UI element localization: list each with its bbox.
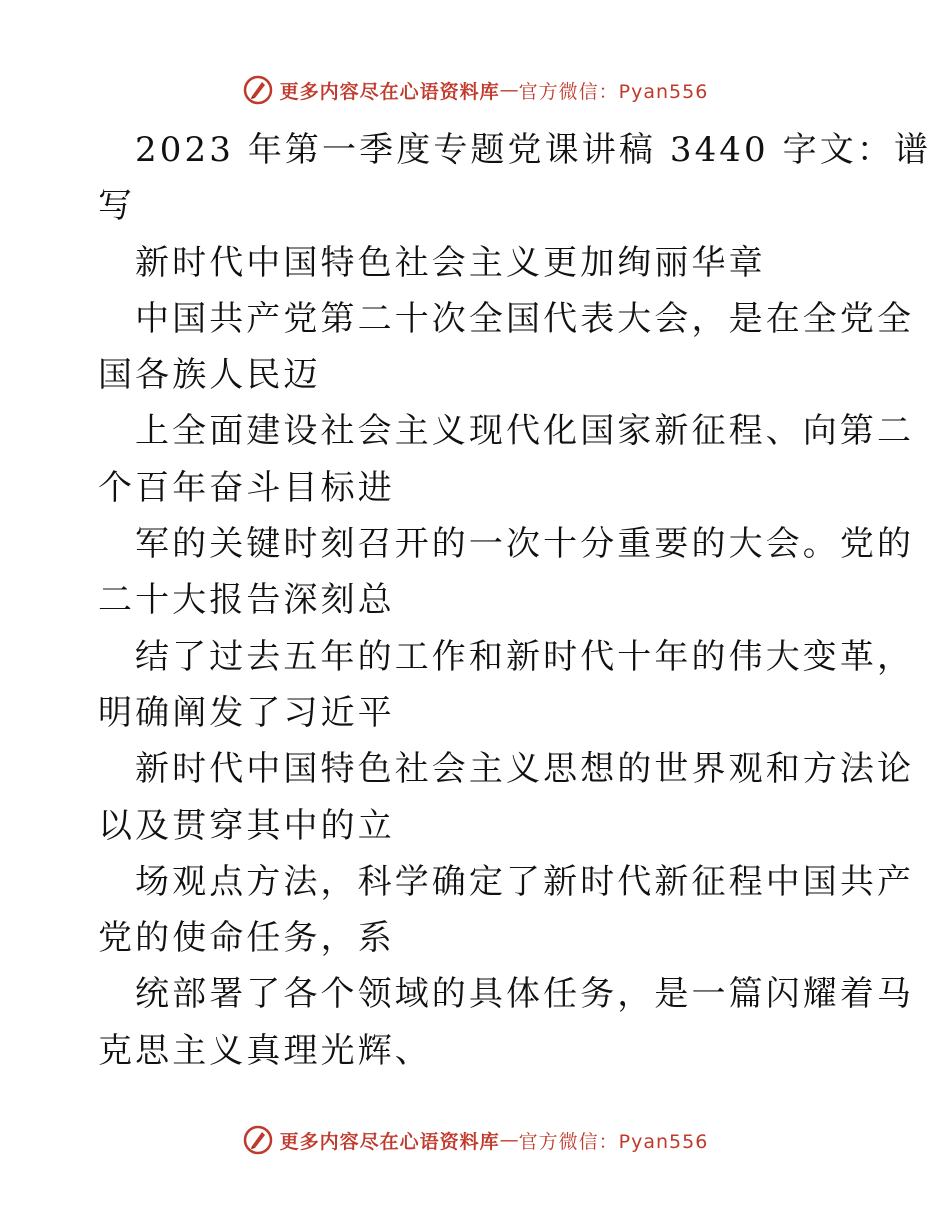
text-line: 克思主义真理光辉、 <box>98 1030 432 1071</box>
text-line: 上全面建设社会主义现代化国家新征程、向第二 <box>135 411 915 452</box>
text-line: 统部署了各个领域的具体任务，是一篇闪耀着马 <box>135 974 915 1015</box>
watermark-brand: 更多内容尽在心语资料库 <box>279 80 500 103</box>
footer-watermark <box>0 1120 950 1160</box>
watermark-separator: — <box>499 79 519 101</box>
watermark-brand: 更多内容尽在心语资料库 <box>279 1130 500 1153</box>
watermark-contact: 官方微信：Pyan556 <box>518 1130 709 1153</box>
text-line: 写 <box>98 186 136 227</box>
text-line: 中国共产党第二十次全国代表大会，是在全党全 <box>135 298 915 339</box>
text-line: 场观点方法，科学确定了新时代新征程中国共产 <box>135 861 915 902</box>
logo-icon <box>242 74 274 106</box>
text-line: 二十大报告深刻总 <box>98 580 395 621</box>
text-line: 以及贯穿其中的立 <box>98 805 395 846</box>
text-line: 个百年奋斗目标进 <box>98 467 395 508</box>
text-line: 国各族人民迈 <box>98 355 321 396</box>
logo-icon <box>242 1124 274 1156</box>
document-body <box>98 122 932 1079</box>
watermark-separator: — <box>499 1129 519 1151</box>
text-line: 党的使命任务，系 <box>98 918 395 959</box>
watermark-contact: 官方微信：Pyan556 <box>518 80 709 103</box>
text-line: 新时代中国特色社会主义思想的世界观和方法论 <box>135 749 915 790</box>
text-line: 军的关键时刻召开的一次十分重要的大会。党的 <box>135 524 915 565</box>
text-line: 2023 年第一季度专题党课讲稿 3440 字文：谱 <box>135 130 932 170</box>
header-watermark <box>0 70 950 110</box>
text-line: 结了过去五年的工作和新时代十年的伟大变革， <box>135 636 915 677</box>
text-line: 明确阐发了习近平 <box>98 692 395 733</box>
text-line: 新时代中国特色社会主义更加绚丽华章 <box>135 242 766 283</box>
